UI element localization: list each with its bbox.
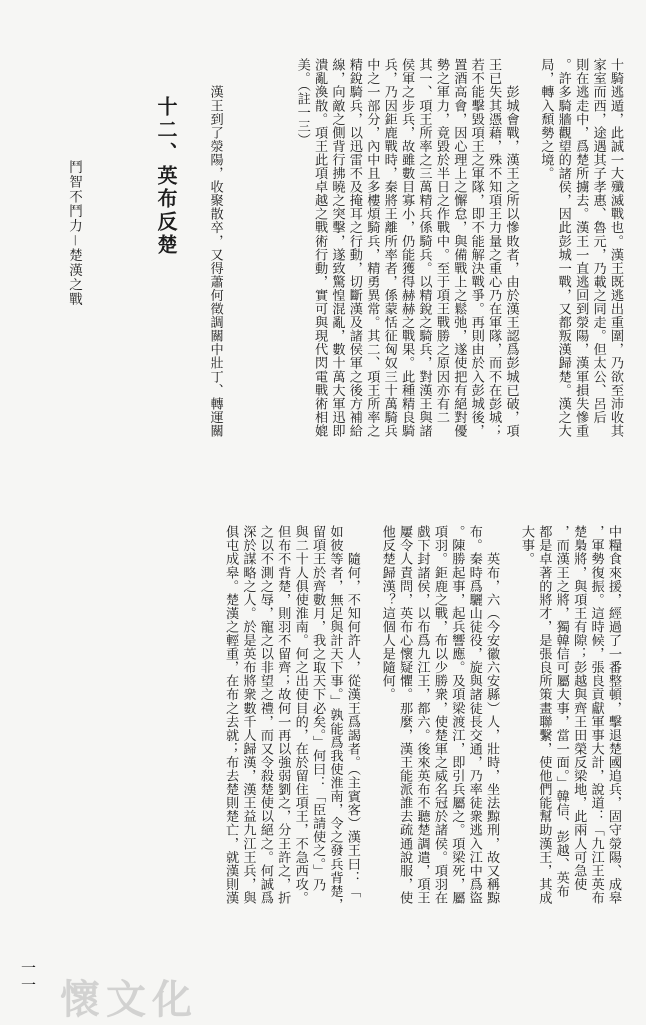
watermark: 懷文化 (60, 976, 198, 1023)
text-column-line: 留項王於齊數月，我之取天下必矣。」何曰：「臣請使之。」乃 (310, 525, 326, 892)
text-column-line: 楚梟將，與項王有隙；彭越與齊王田榮反梁地，此兩人可急使 (571, 525, 587, 891)
text-column-line: 與二十人俱使淮南。何之出使目的，在於留住項王，不急西攻。 (292, 525, 308, 905)
text-column-line: 英布，六（今安徽六安縣）人，壯時，坐法黥刑，故又稱黥 (484, 525, 500, 905)
text-column-line: 若不能擊毀項王之軍隊，即不能解決戰爭。再則由於入彭城後， (468, 58, 484, 438)
text-column-line: 置酒高會，因心理上之懈怠，與備戰上之鬆弛，遂使把有絕對優 (451, 58, 467, 438)
text-column-line: 戲下封諸侯，以布爲九江王，都六。後來英布不聽楚調遣，項王 (414, 525, 430, 905)
text-column-line: 之以不測之辱，寵之以非望之禮，而又令殺楚使以絕之。何誠爲 (257, 525, 273, 905)
text-column-line: 彭城會戰，漢王之所以慘敗者，由於漢王認爲彭城已破，項 (503, 58, 519, 438)
text-column-line (241, 58, 258, 492)
text-column-line (224, 58, 241, 492)
text-column-line: 勢之軍力，竟毀於半日之作戰中。至于項王戰勝之原因亦有二 (433, 58, 449, 424)
text-column-line: 漢王到了滎陽，收聚散卒，又得蕭何徵調關中壯丁、轉運關 (207, 58, 223, 438)
running-header: 鬥智不鬥力－楚漢之戰 (66, 160, 82, 307)
text-column-line: 十騎逃遁，此誠一大殲滅戰也。漢王既逃出重圍，乃欲至沛收其 (608, 58, 623, 438)
text-column-line: 布。秦時爲驪山徒役，旋與諸徒長交通，乃率徒衆逃入江中爲盜 (466, 525, 482, 905)
page-number: 一一 (19, 960, 37, 994)
text-column-line: 俱屯成皋。楚漢之輕重，在布之去就；布去楚則楚亡，就漢則漢 (223, 525, 239, 905)
text-column-line: 中糧食來援，經過了一番整頓，擊退楚國追兵，固守滎陽、成皋 (606, 525, 621, 905)
text-column-line: 都是卓著的將才，是張良所策畫聯繫，使他們能幫助漢王，其成 (536, 525, 552, 905)
text-column-line: 項羽。鉅鹿之戰，布以少勝衆，使楚軍之威名冠於諸侯。項羽在 (431, 525, 447, 905)
text-column-line: 屢令人責問，英布心懷疑懼。那麼，漢王能派誰去疏通說服，使 (397, 525, 413, 905)
text-column-line: 。許多騎牆觀望的諸侯，因此彭城一戰，又都叛漢歸楚。漢之大 (555, 58, 571, 438)
text-column-line: 潰亂渙散。項王此項卓越之戰術行動，實可與現代閃電戰術相媲 (312, 58, 328, 438)
text-column-line: 他反楚歸漢？這個人是隨何。 (379, 525, 395, 702)
text-column-line: 其一、項王所率之三萬精兵係騎兵。以精銳之騎兵，對漢王與諸 (416, 58, 432, 438)
text-column-line: 侯軍之步兵，故雖數目寡小，仍能獲得赫赫之戰果。此種精良騎 (399, 58, 415, 438)
text-column-line: 精銳騎兵，以迅雷不及掩耳之行動，切斷漢及諸侯軍之後方補給 (346, 58, 362, 438)
text-column-line (276, 58, 293, 492)
text-column-line: 深於謀略之人。於是英布將衆數千人歸漢，漢王益九江王兵，與 (240, 525, 256, 905)
text-column-line: ，而漢王之將，獨韓信可屬大事，當一面。」韓信、彭越、英布 (553, 525, 569, 898)
text-column-line: 隨何，不知何許人，從漢王爲謁者。（主賓客）漢王曰：「 (344, 525, 360, 898)
text-column-line: 王已失其憑藉，殊不知項王力量之重心乃在軍隊，而不在彭城； (486, 58, 502, 438)
text-column-line (361, 525, 378, 963)
text-column-line: 兵，乃因鉅鹿戰時，秦將王離所率者，係蒙恬征匈奴三十萬騎兵 (381, 58, 397, 438)
text-column-line: ，軍勢復振。這時候，張良貢獻軍事大計，說道：「九江王英布 (588, 525, 604, 905)
text-column-line: 美。（註一三） (294, 58, 310, 147)
top-text-block (206, 58, 624, 492)
text-column-line: 家室而西，途遇其子孝惠、魯元，乃載之同走。但太公、呂后 (590, 58, 606, 424)
text-column-line (258, 58, 275, 492)
text-column-line (500, 525, 517, 963)
section-heading: 十二、英布反楚 (154, 96, 178, 257)
text-column-line: 則在逃走中，爲楚所擄去。漢王一直逃回到滎陽，漢軍損失慘重 (573, 58, 589, 438)
text-column-line: 局，轉入頹勢之境。 (538, 58, 554, 180)
text-column-line: 大事。 (518, 525, 534, 566)
text-column-line: 但布不背楚，則羽不留齊；故何一再以強弱劉之，分王許之，折 (275, 525, 291, 905)
text-column-line (520, 58, 537, 492)
text-column-line: 中之一部分，內中且多樓煩騎兵，精勇異常。其二、項王所率之 (364, 58, 380, 438)
text-column-line: 。陳勝起事，起兵響應。及項梁渡江，即引兵屬之。項梁死，屬 (449, 525, 465, 905)
bottom-text-block (222, 525, 622, 963)
text-column-line: 如彼等者，無足與計天下事。」孰能爲我使淮南，令之發兵背楚， (327, 525, 343, 912)
text-column-line: 線，向敵之側背行拂曉之突擊，遂致驚惶混亂，數十萬大軍迅即 (329, 58, 345, 438)
